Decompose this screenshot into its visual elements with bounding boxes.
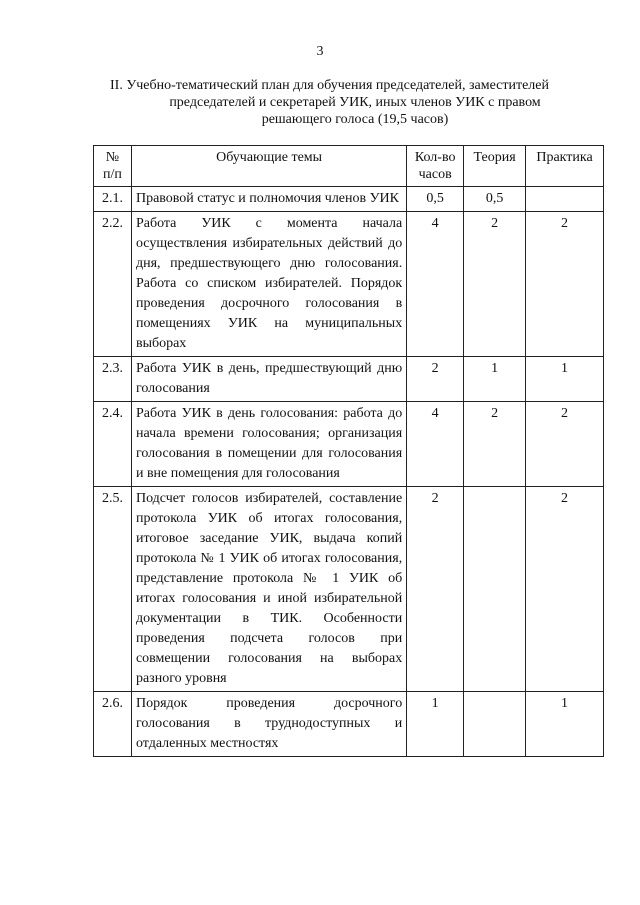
row-num: 2.2. xyxy=(94,212,132,357)
page-number: 3 xyxy=(316,44,324,59)
table-row xyxy=(94,187,604,212)
row-practice: 2 xyxy=(526,212,604,357)
row-practice: 1 xyxy=(526,357,604,402)
header-num xyxy=(94,146,132,187)
row-hours: 0,5 xyxy=(407,187,464,212)
row-theory xyxy=(464,487,526,692)
row-topic: Работа УИК в день, предшествующий дню голосования xyxy=(131,357,406,402)
row-hours: 4 xyxy=(407,212,464,357)
row-num: 2.1. xyxy=(94,187,132,212)
row-num: 2.6. xyxy=(94,692,132,757)
row-hours: 1 xyxy=(407,692,464,757)
heading-line-3: решающего голоса (19,5 часов) xyxy=(261,112,449,127)
header-hours xyxy=(407,146,464,187)
table-row xyxy=(94,212,604,357)
row-num: 2.5. xyxy=(94,487,132,692)
row-hours: 2 xyxy=(407,357,464,402)
row-practice: 2 xyxy=(526,402,604,487)
header-topic: Обучающие темы xyxy=(131,146,406,187)
row-num: 2.4. xyxy=(94,402,132,487)
row-practice: 2 xyxy=(526,487,604,692)
header-hours-line2: часов xyxy=(418,167,452,182)
table-row xyxy=(94,357,604,402)
row-topic: Работа УИК в день голосования: работа до начала времени голосования; организация голосования в помещении для голосования и вне помещения для голосования xyxy=(131,402,406,487)
heading-line-2: председателей и секретарей УИК, иных членов УИК с правом xyxy=(169,95,541,110)
table-header-row xyxy=(94,146,604,187)
header-num-line2: п/п xyxy=(103,167,122,182)
row-hours: 4 xyxy=(407,402,464,487)
row-practice xyxy=(526,187,604,212)
row-hours: 2 xyxy=(407,487,464,692)
row-practice: 1 xyxy=(526,692,604,757)
row-topic: Правовой статус и полномочия членов УИК xyxy=(131,187,406,212)
row-theory: 2 xyxy=(464,212,526,357)
header-hours-line1: Кол-во xyxy=(414,150,456,165)
header-practice: Практика xyxy=(526,146,604,187)
row-topic: Порядок проведения досрочного голосования в труднодоступных и отдаленных местностях xyxy=(131,692,406,757)
table-row xyxy=(94,692,604,757)
heading-line-1: II. Учебно-тематический план для обучения председателей, заместителей xyxy=(110,78,550,93)
table-row xyxy=(94,487,604,692)
row-theory: 1 xyxy=(464,357,526,402)
curriculum-table xyxy=(93,145,604,757)
row-theory: 0,5 xyxy=(464,187,526,212)
row-theory: 2 xyxy=(464,402,526,487)
header-num-line1: № xyxy=(105,150,120,165)
row-theory xyxy=(464,692,526,757)
row-topic: Подсчет голосов избирателей, составление протокола УИК об итогах голосования, итоговое заседание УИК, выдача копий протокола № 1 УИК об итогах голосования, представление протокола № 1 УИК об итогах голосования и иной избирательной документации в ТИК. Особенности проведения подсчета голосов при совмещении голосования на выборах разного уровня xyxy=(131,487,406,692)
row-num: 2.3. xyxy=(94,357,132,402)
table-row xyxy=(94,402,604,487)
row-topic: Работа УИК с момента начала осуществления избирательных действий до дня, предшествующего дню голосования. Работа со списком избирателей. Порядок проведения досрочного голосования в помещениях УИК на муниципальных выборах xyxy=(131,212,406,357)
section-heading xyxy=(110,77,600,128)
header-theory: Теория xyxy=(464,146,526,187)
